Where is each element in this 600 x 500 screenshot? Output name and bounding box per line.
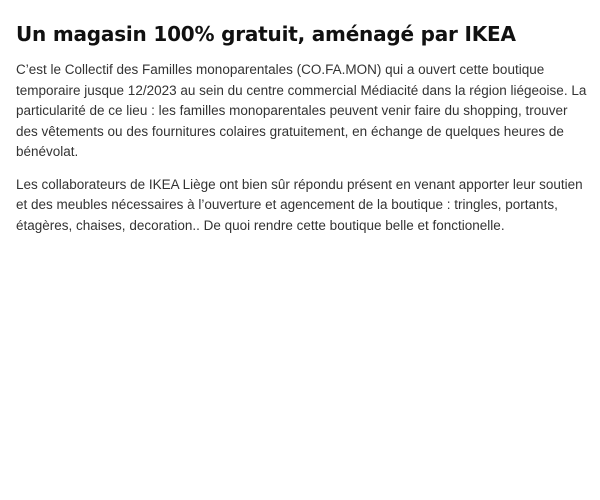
article	[16, 20, 590, 248]
article-paragraph-1: C’est le Collectif des Familles monoparentales (CO.FA.MON) qui a ouvert cette boutique temporaire jusque 12/2023 au sein du centre commercial Médiacité dans la région liégeoise. La particularité de ce lieu : les familles monoparentales peuvent venir faire du shopping, trouver des vêtements ou des fournitures colaires gratuitement, en échange de quelques heures de bénévolat.	[16, 62, 587, 159]
article-paragraph-2: Les collaborateurs de IKEA Liège ont bien sûr répondu présent en venant apporter leur soutien et des meubles nécessaires à l’ouverture et agencement de la boutique : tringles, portants, étagères, chaises, decoration.. De quoi rendre cette boutique belle et fonctionelle.	[16, 176, 583, 233]
article-title: Un magasin 100% gratuit, aménagé par IKEA	[16, 22, 516, 46]
